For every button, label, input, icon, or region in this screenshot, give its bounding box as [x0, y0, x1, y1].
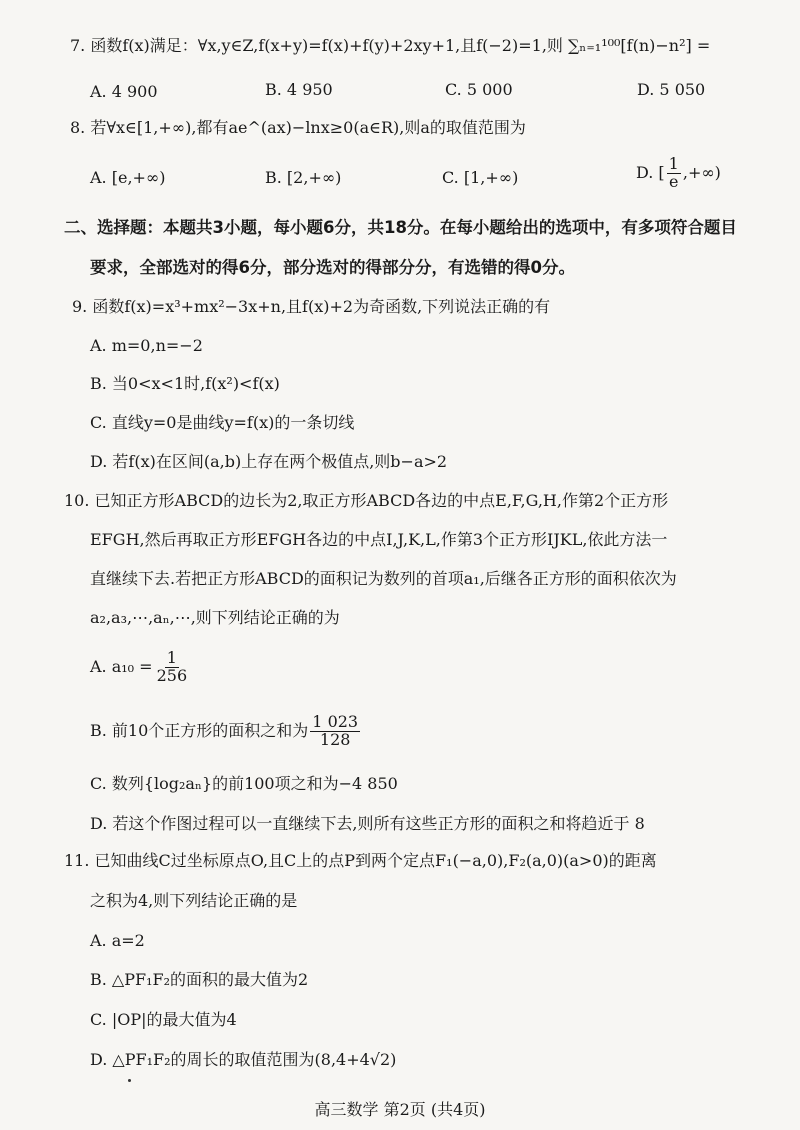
q10-option-a-prefix: A. a₁₀ =: [90, 656, 153, 676]
q10-option-a: [90, 650, 191, 685]
q8-option-b: B. [2,+∞): [265, 168, 342, 187]
q8-option-a: A. [e,+∞): [90, 168, 166, 187]
q8-option-c: C. [1,+∞): [442, 168, 519, 187]
q11-option-d: D. △PF₁F₂的周长的取值范围为(8,4+4√2): [90, 1050, 397, 1069]
fraction-numerator: 1 023: [312, 712, 359, 731]
q9-option-c: C. 直线y=0是曲线y=f(x)的一条切线: [90, 413, 355, 432]
q7-stem: 7. 函数f(x)满足：∀x,y∈Z,f(x+y)=f(x)+f(y)+2xy+1,且f(−2)=1,则 ∑ₙ₌₁¹⁰⁰[f(n)−n²] =: [70, 36, 711, 55]
q7-option-b: B. 4 950: [265, 80, 333, 99]
page-footer: 高三数学 第2页 (共4页): [314, 1100, 486, 1119]
q10-option-b-prefix: B. 前10个正方形的面积之和为: [90, 720, 309, 740]
q8-option-d-prefix: D. [: [636, 162, 665, 182]
q11-option-c: C. |OP|的最大值为4: [90, 1010, 237, 1029]
q10-stem-line1: 10. 已知正方形ABCD的边长为2,取正方形ABCD各边的中点E,F,G,H,作第2个正方形: [64, 491, 669, 510]
q10-stem-line4: a₂,a₃,⋯,aₙ,⋯,则下列结论正确的为: [90, 608, 340, 627]
section2-header-line1: 二、选择题：本题共3小题，每小题6分，共18分。在每小题给出的选项中，有多项符合题目: [64, 218, 737, 237]
scan-speck: [128, 1079, 131, 1082]
q10-option-d: D. 若这个作图过程可以一直继续下去,则所有这些正方形的面积之和将趋近于 8: [90, 814, 645, 833]
q9-stem: 9. 函数f(x)=x³+mx²−3x+n,且f(x)+2为奇函数,下列说法正确的有: [72, 297, 551, 316]
q11-option-b: B. △PF₁F₂的面积的最大值为2: [90, 970, 309, 989]
q10-option-b: [90, 714, 362, 749]
q10-stem-line3: 直继续下去.若把正方形ABCD的面积记为数列的首项a₁,后继各正方形的面积依次为: [90, 569, 677, 588]
section2-header-line2: 要求，全部选对的得6分，部分选对的得部分分，有选错的得0分。: [90, 258, 575, 277]
q7-option-a: A. 4 900: [90, 82, 158, 101]
q10-stem-line2: EFGH,然后再取正方形EFGH各边的中点I,J,K,L,作第3个正方形IJKL,依此方法一: [90, 530, 668, 549]
fraction-denominator: 256: [156, 665, 188, 685]
q7-option-c: C. 5 000: [445, 80, 513, 99]
q9-option-d: D. 若f(x)在区间(a,b)上存在两个极值点,则b−a>2: [90, 452, 448, 471]
q11-option-a: A. a=2: [90, 931, 145, 950]
q7-option-d: D. 5 050: [637, 80, 706, 99]
fraction-numerator: 1: [668, 154, 679, 173]
q8-option-d-fraction: [667, 156, 681, 191]
q9-option-a: A. m=0,n=−2: [90, 336, 203, 355]
q8-option-d: [636, 156, 721, 191]
q11-stem-line2: 之积为4,则下列结论正确的是: [90, 891, 298, 910]
fraction-denominator: 128: [319, 729, 351, 749]
fraction-numerator: 1: [166, 648, 177, 667]
q10-option-a-fraction: [155, 650, 190, 685]
fraction-denominator: e: [669, 171, 679, 191]
q10-option-b-fraction: [310, 714, 360, 749]
q8-option-d-suffix: ,+∞): [682, 162, 721, 182]
q8-stem: 8. 若∀x∈[1,+∞),都有ae^(ax)−lnx≥0(a∈R),则a的取值范围为: [70, 118, 526, 137]
q9-option-b: B. 当0<x<1时,f(x²)<f(x): [90, 374, 280, 393]
q11-stem-line1: 11. 已知曲线C过坐标原点O,且C上的点P到两个定点F₁(−a,0),F₂(a,0)(a>0)的距离: [64, 851, 657, 870]
q10-option-c: C. 数列{log₂aₙ}的前100项之和为−4 850: [90, 774, 398, 793]
